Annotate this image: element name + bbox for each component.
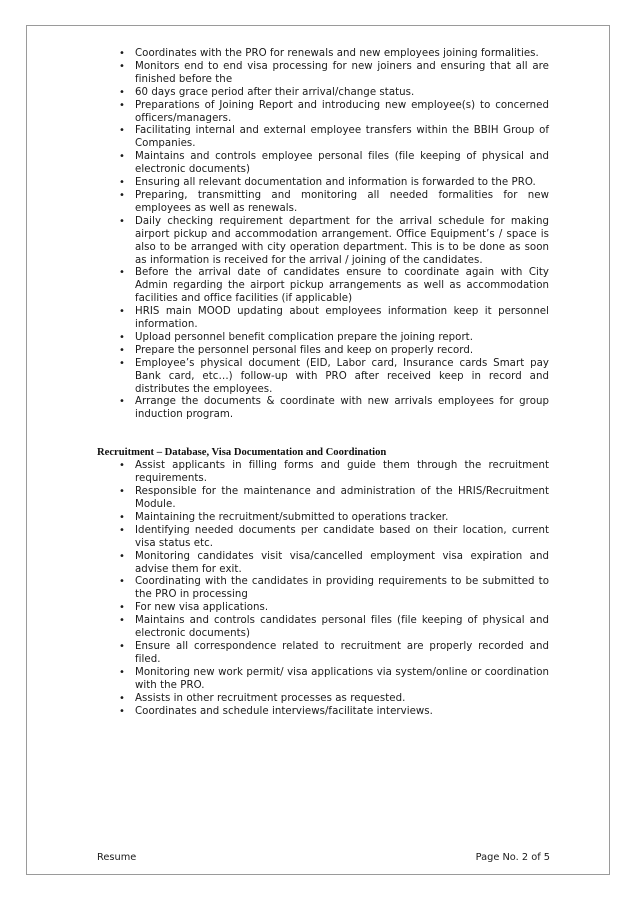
bullet-icon: • <box>119 666 125 678</box>
list-item-text: Prepare the personnel personal files and keep on properly record. <box>135 344 474 356</box>
list-item-text: Monitoring candidates visit visa/cancelled employment visa expiration and advise them for exit. <box>135 550 549 575</box>
list-item <box>119 344 549 358</box>
list-item <box>119 151 549 177</box>
list-item <box>119 357 549 397</box>
list-item <box>119 177 549 190</box>
page-content <box>27 48 611 718</box>
bullet-icon: • <box>119 357 125 369</box>
bullet-icon: • <box>119 576 125 588</box>
list-item <box>119 486 549 512</box>
bullet-icon: • <box>119 460 125 472</box>
list-item-text: Monitoring new work permit/ visa applications via system/online or coordination with the PRO. <box>135 666 549 691</box>
list-item <box>119 511 549 525</box>
list-item <box>119 524 549 551</box>
list-item-text: HRIS main MOOD updating about employees information keep it personnel information. <box>135 306 549 331</box>
page <box>26 25 610 875</box>
list-item-text: Assist applicants in filling forms and guide them through the recruitment requirements. <box>135 460 549 485</box>
list-item-text: Maintains and controls candidates personal files (file keeping of physical and electronic documents) <box>135 615 549 640</box>
duties-list-arrivals <box>27 216 611 423</box>
list-item-text: Maintaining the recruitment/submitted to operations tracker. <box>135 511 449 523</box>
list-item <box>119 705 549 719</box>
bullet-icon: • <box>119 524 125 536</box>
list-item <box>119 460 549 486</box>
bullet-icon: • <box>119 331 125 343</box>
list-item-text: Maintains and controls employee personal files (file keeping of physical and electronic documents) <box>135 151 549 176</box>
list-item <box>119 86 549 100</box>
list-item-text: Before the arrival date of candidates ensure to coordinate again with City Admin regarding the airport pickup arrangements as well as accommodation facilities and office facilities (if applicable) <box>135 267 549 305</box>
list-item <box>119 99 549 126</box>
list-item <box>119 215 549 268</box>
duties-list-recruitment <box>27 460 611 718</box>
bullet-icon: • <box>119 125 125 137</box>
list-item-text: Employee’s physical document (EID, Labor card, Insurance cards Smart pay Bank card, etc…) follow-up with PRO after received keep in record and distributes the employees. <box>135 357 549 395</box>
bullet-icon: • <box>119 48 125 59</box>
list-item <box>119 306 549 332</box>
list-item <box>119 666 549 693</box>
list-item <box>119 576 549 602</box>
list-item-text: Ensuring all relevant documentation and information is forwarded to the PRO. <box>135 177 536 189</box>
list-item-text: Monitors end to end visa processing for new joiners and ensuring that all are finished before the <box>135 60 549 85</box>
bullet-icon: • <box>119 177 125 189</box>
bullet-icon: • <box>119 705 125 717</box>
section-heading: Recruitment – Database, Visa Documentation and Coordination <box>97 447 387 459</box>
list-item <box>119 189 549 216</box>
list-item-text: Coordinates with the PRO for renewals and new employees joining formalities. <box>135 48 539 59</box>
bullet-icon: • <box>119 99 125 111</box>
list-item <box>119 125 549 151</box>
list-item <box>119 692 549 706</box>
bullet-icon: • <box>119 151 125 163</box>
bullet-icon: • <box>119 486 125 498</box>
bullet-icon: • <box>119 640 125 652</box>
list-item-text: Arrange the documents & coordinate with new arrivals employees for group induction program. <box>135 396 549 421</box>
bullet-icon: • <box>119 215 125 227</box>
list-item-text: Daily checking requirement department for the arrival schedule for making airport pickup and accommodation arrangement. Office Equipment’s / space is also to be arranged with city operation department. This is to be done as soon as information is received for the arrival / joining of the candidates. <box>135 215 549 266</box>
footer-document-title: Resume <box>97 852 137 863</box>
list-item-text: Upload personnel benefit complication prepare the joining report. <box>135 331 474 343</box>
bullet-icon: • <box>119 692 125 704</box>
bullet-icon: • <box>119 306 125 318</box>
list-item <box>119 331 549 345</box>
list-item-text: Preparations of Joining Report and introducing new employee(s) to concerned officers/managers. <box>135 99 549 124</box>
list-item-text: Preparing, transmitting and monitoring all needed formalities for new employees as well as renewals. <box>135 189 549 214</box>
list-item <box>119 396 549 422</box>
bullet-icon: • <box>119 86 125 98</box>
list-item-text: Coordinates and schedule interviews/facilitate interviews. <box>135 705 433 717</box>
bullet-icon: • <box>119 189 125 201</box>
bullet-icon: • <box>119 602 125 614</box>
list-item-text: Facilitating internal and external employee transfers within the BBIH Group of Companies. <box>135 125 549 150</box>
bullet-icon: • <box>119 267 125 279</box>
bullet-icon: • <box>119 396 125 408</box>
bullet-icon: • <box>119 511 125 523</box>
list-item <box>119 550 549 577</box>
list-item <box>119 640 549 667</box>
list-item-text: Ensure all correspondence related to recruitment are properly recorded and filed. <box>135 640 549 665</box>
duties-list-visa-processing <box>27 48 611 216</box>
bullet-icon: • <box>119 60 125 72</box>
list-item-text: 60 days grace period after their arrival/change status. <box>135 86 415 98</box>
bullet-icon: • <box>119 344 125 356</box>
list-item-text: Assists in other recruitment processes as requested. <box>135 692 406 704</box>
list-item <box>119 602 549 615</box>
list-item <box>119 267 549 306</box>
list-item-text: Coordinating with the candidates in providing requirements to be submitted to the PRO in processing <box>135 576 549 601</box>
list-item-text: Responsible for the maintenance and administration of the HRIS/Recruitment Module. <box>135 486 549 510</box>
footer-page-number: Page No. 2 of 5 <box>475 852 550 863</box>
list-item-text: For new visa applications. <box>135 602 269 614</box>
list-item <box>119 615 549 641</box>
list-item <box>119 48 549 61</box>
bullet-icon: • <box>119 550 125 562</box>
bullet-icon: • <box>119 615 125 627</box>
list-item <box>119 60 549 87</box>
list-item-text: Identifying needed documents per candidate based on their location, current visa status etc. <box>135 524 549 549</box>
